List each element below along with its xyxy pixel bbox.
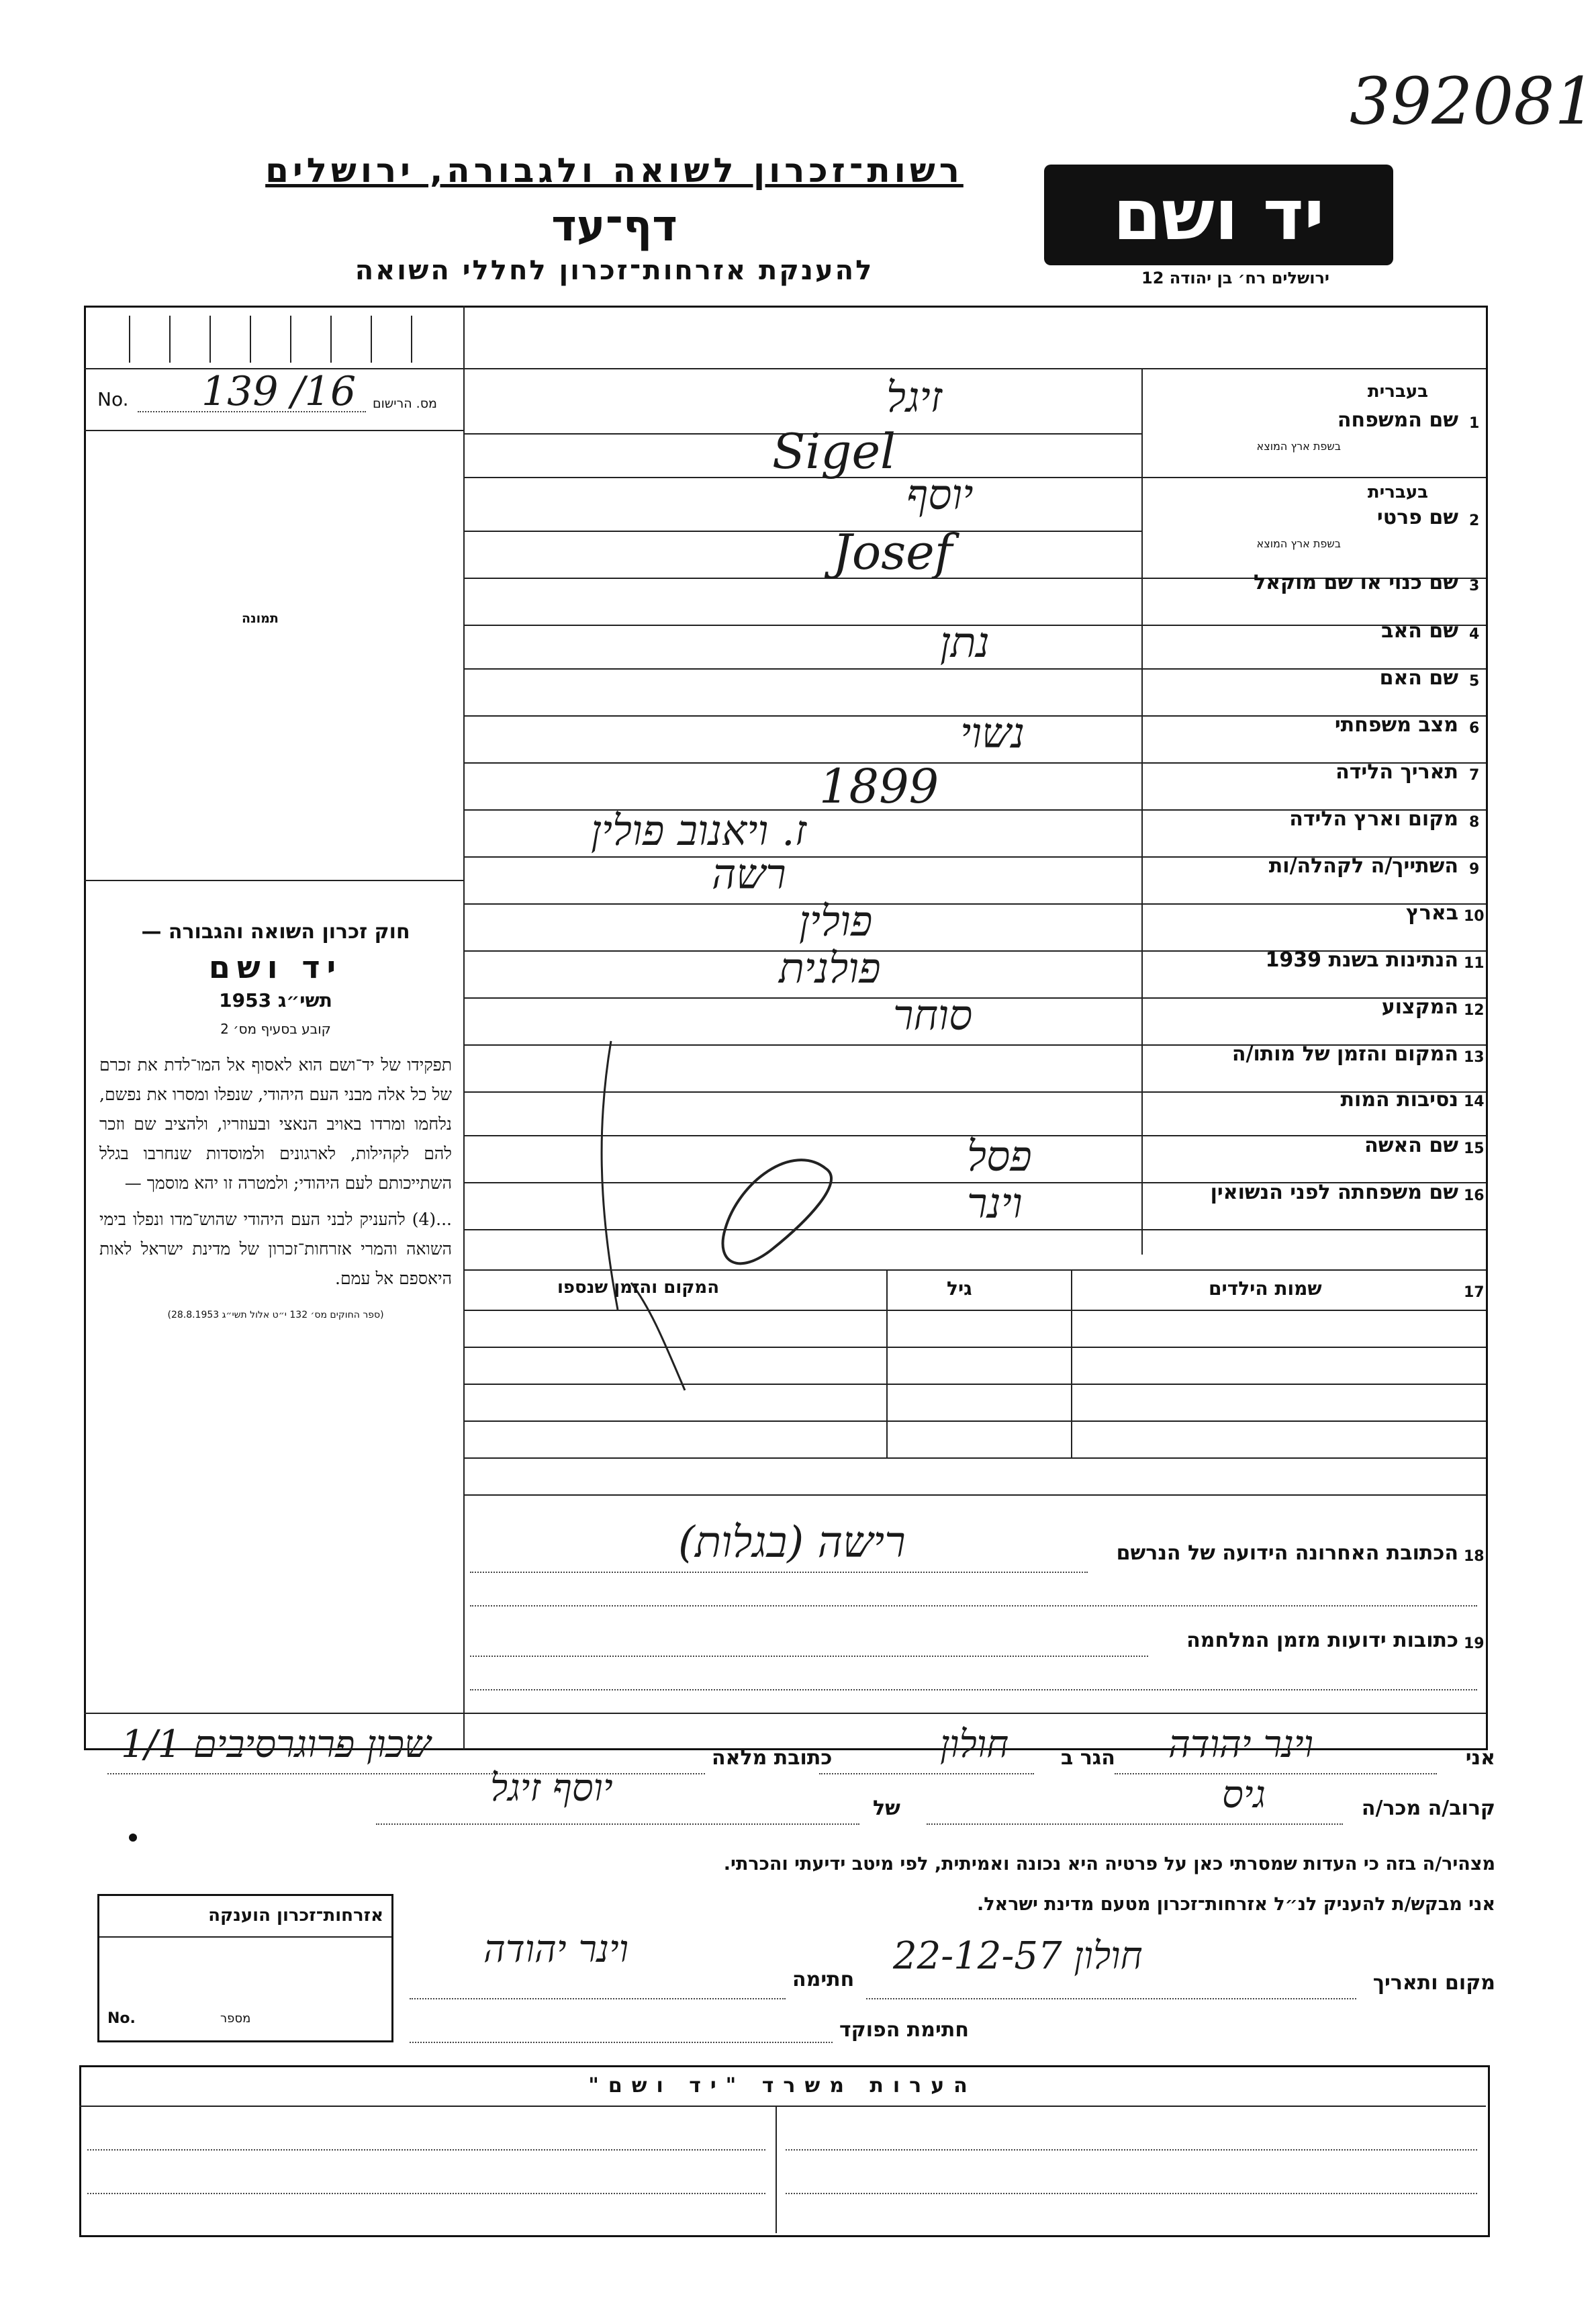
field-13-label: המקום והזמן של מותו/ה (1231, 1042, 1458, 1066)
field-3-label: שם כנוי או שם מוקאל (1254, 571, 1458, 594)
field-7-number: 7 (1469, 767, 1480, 784)
registration-number: 139 /16 (201, 368, 357, 415)
field-2-number: 2 (1469, 512, 1480, 529)
field-10-value: פולין (799, 897, 873, 946)
law-text-clause-4: ...(4) להעניק לבני העם היהודי שהוש־מדו ונפלו בימי השואה והמרי אזרחות־זכרון של מדינת ישראל לאות היאספם אל עמם. (99, 1210, 452, 1288)
law-clause: קובע בסעיף מס׳ 2 (220, 1021, 331, 1037)
hole-punch-dot (129, 1834, 137, 1842)
field-18-value: רישה (בגלות) (678, 1518, 906, 1568)
of-name: יוסף זיגל (490, 1766, 613, 1810)
field-15-number: 15 (1464, 1140, 1485, 1157)
declarant-name: וינר יהודה (1168, 1723, 1314, 1766)
field-8-value: ז. ויאנוב פולין (591, 806, 807, 855)
declaration-prefix: אני (1465, 1746, 1495, 1770)
declaration-request: אני מבקש/ת להעניק לנ״ל אזרחות־זכרון מטעם מדינת ישראל. (976, 1894, 1495, 1915)
field-18-number: 18 (1464, 1548, 1485, 1565)
form-subtitle: להענקת אזרחות־זכרון לחללי השואה (355, 255, 874, 286)
field-6-value: נשוי (960, 709, 1025, 758)
field-5-label: שם האם (1379, 666, 1458, 690)
field-1-native-label: בשפת ארץ המוצא (1256, 440, 1341, 453)
logo-text: יד ושם (1113, 174, 1325, 256)
relation-label: קרוב/ה מכר/ה (1361, 1797, 1495, 1820)
field-16-value: וינר (967, 1179, 1023, 1228)
field-11-number: 11 (1464, 955, 1485, 972)
field-14-number: 14 (1464, 1093, 1485, 1110)
children-header-age: גיל (947, 1277, 972, 1300)
place-date-value: חולון 22-12-57 (893, 1934, 1143, 1978)
field-4-label: שם האב (1381, 619, 1458, 643)
law-source: (ספר החוקים מס׳ 132 י״ט אלול תשי״ג 28.8.1953) (167, 1310, 384, 1320)
resident-city: חולון (940, 1723, 1009, 1766)
field-7-label: תאריך הלידה (1335, 760, 1458, 784)
field-2-native-value: Josef (833, 524, 953, 580)
signature-value: וינר יהודה (483, 1928, 629, 1971)
field-17-number: 17 (1464, 1284, 1485, 1301)
field-12-value: סוחר (893, 991, 973, 1040)
field-8-label: מקום וארץ הלידה (1289, 807, 1458, 831)
field-12-label: המקצוע (1381, 995, 1458, 1019)
stamp-number: 392081 (1350, 64, 1596, 139)
field-7-value: 1899 (819, 759, 939, 814)
field-9-value: רשה (712, 850, 786, 899)
officer-signature-label: חתימת הפוקד (839, 2018, 969, 2042)
of-label: של (873, 1797, 900, 1820)
field-11-value: פולנית (779, 944, 881, 993)
field-1-number: 1 (1469, 415, 1480, 432)
law-panel (99, 920, 452, 1320)
field-1-label: שם המשפחה (1337, 408, 1458, 432)
law-title: חוק זכרון השואה והגבורה — (141, 920, 410, 944)
form-title: דף־עד (551, 201, 677, 251)
field-4-value: נתן (940, 618, 990, 667)
law-text: תפקידו של יד־ושם הוא לאסוף אל המו־לדת את זכרם של כל אלה מבני העם היהודי, שנפלו ומסרו את נפשם, נלחמו ומרדו באויב הנאצי ובעוזריו, ולהציב שם וזכר להם לקהילות, לארגונים ולמוסדות שנחרבו בגלל השתייכותם לעם היהודי; ולמטרה זו יהא מוסמך — (99, 1055, 452, 1193)
children-header-place: המקום והזמן שנספו (557, 1277, 720, 1298)
signature-label: חתימה (792, 1968, 855, 1991)
field-6-label: מצב משפחתי (1334, 713, 1458, 737)
field-9-label: השתייך/ה לקהלה/ות (1268, 854, 1458, 878)
award-box-prefix: No. (107, 2010, 136, 2027)
field-15-value: פסל (967, 1132, 1032, 1181)
field-2-label: שם פרטי (1376, 506, 1458, 529)
logo-address: ירושלים רח׳ בן יהודה 12 (1141, 269, 1329, 287)
field-5-number: 5 (1469, 673, 1480, 690)
field-19-number: 19 (1464, 1635, 1485, 1652)
resident-label: הגר ב (1061, 1746, 1115, 1770)
award-box (97, 1894, 393, 2042)
field-11-label: הנתינות בשנת 1939 (1265, 948, 1458, 972)
field-4-number: 4 (1469, 626, 1480, 643)
field-9-number: 9 (1469, 861, 1480, 878)
law-year: תשי״ג 1953 (219, 989, 332, 1011)
field-1-hebrew-label: בעברית (1367, 381, 1428, 402)
law-name: יד ושם (208, 949, 343, 985)
declaration-statement: מצהיר/ה בזה כי העדות שמסרתי כאן על פרטיה היא נכונה ואמיתית, לפי מיטב ידיעתי והכרתי. (723, 1854, 1495, 1874)
field-1-value: זיגל (886, 373, 943, 422)
registration-label: מס. הרישום (373, 396, 437, 411)
field-1-native-value: Sigel (772, 423, 896, 480)
field-10-number: 10 (1464, 908, 1485, 925)
field-14-label: נסיבות המות (1340, 1088, 1458, 1112)
field-13-number: 13 (1464, 1049, 1485, 1066)
field-18-label: הכתובת האחרונה הידועה של הנרשם (1116, 1541, 1458, 1565)
field-12-number: 12 (1464, 1002, 1485, 1019)
field-3-number: 3 (1469, 578, 1480, 594)
field-2-value: יוסף (906, 470, 974, 519)
office-notes-title: הערות משרד "יד ושם" (588, 2074, 977, 2097)
place-date-label: מקום ותאריך (1372, 1971, 1495, 1995)
field-10-label: בארץ (1405, 901, 1458, 925)
field-16-label: שם משפחתה לפני הנשואין (1210, 1181, 1458, 1204)
field-15-label: שם האשה (1364, 1134, 1458, 1157)
field-16-number: 16 (1464, 1187, 1485, 1204)
photo-label: תמונה (242, 611, 279, 626)
field-8-number: 8 (1469, 814, 1480, 831)
declarant-address: שכון פרוגרסיבים 1/1 (121, 1723, 431, 1766)
award-box-title: אזרחות־זכרון הוענקה (208, 1905, 383, 1926)
yad-vashem-logo (1044, 165, 1393, 265)
children-header-names: שמות הילדים (1209, 1277, 1322, 1300)
field-2-hebrew-label: בעברית (1367, 482, 1428, 502)
address-label: כתובת מלאה (712, 1746, 833, 1770)
field-6-number: 6 (1469, 720, 1480, 737)
registration-prefix: No. (97, 388, 129, 410)
field-19-label: כתובות ידועות מזמן המלחמה (1186, 1629, 1458, 1652)
relation-value: גיס (1222, 1773, 1266, 1817)
authority-title: רשות־זכרון לשואה ולגבורה, ירושלים (265, 151, 964, 190)
award-box-number-label: מספר (220, 2012, 251, 2026)
field-2-native-label: בשפת ארץ המוצא (1256, 537, 1341, 550)
